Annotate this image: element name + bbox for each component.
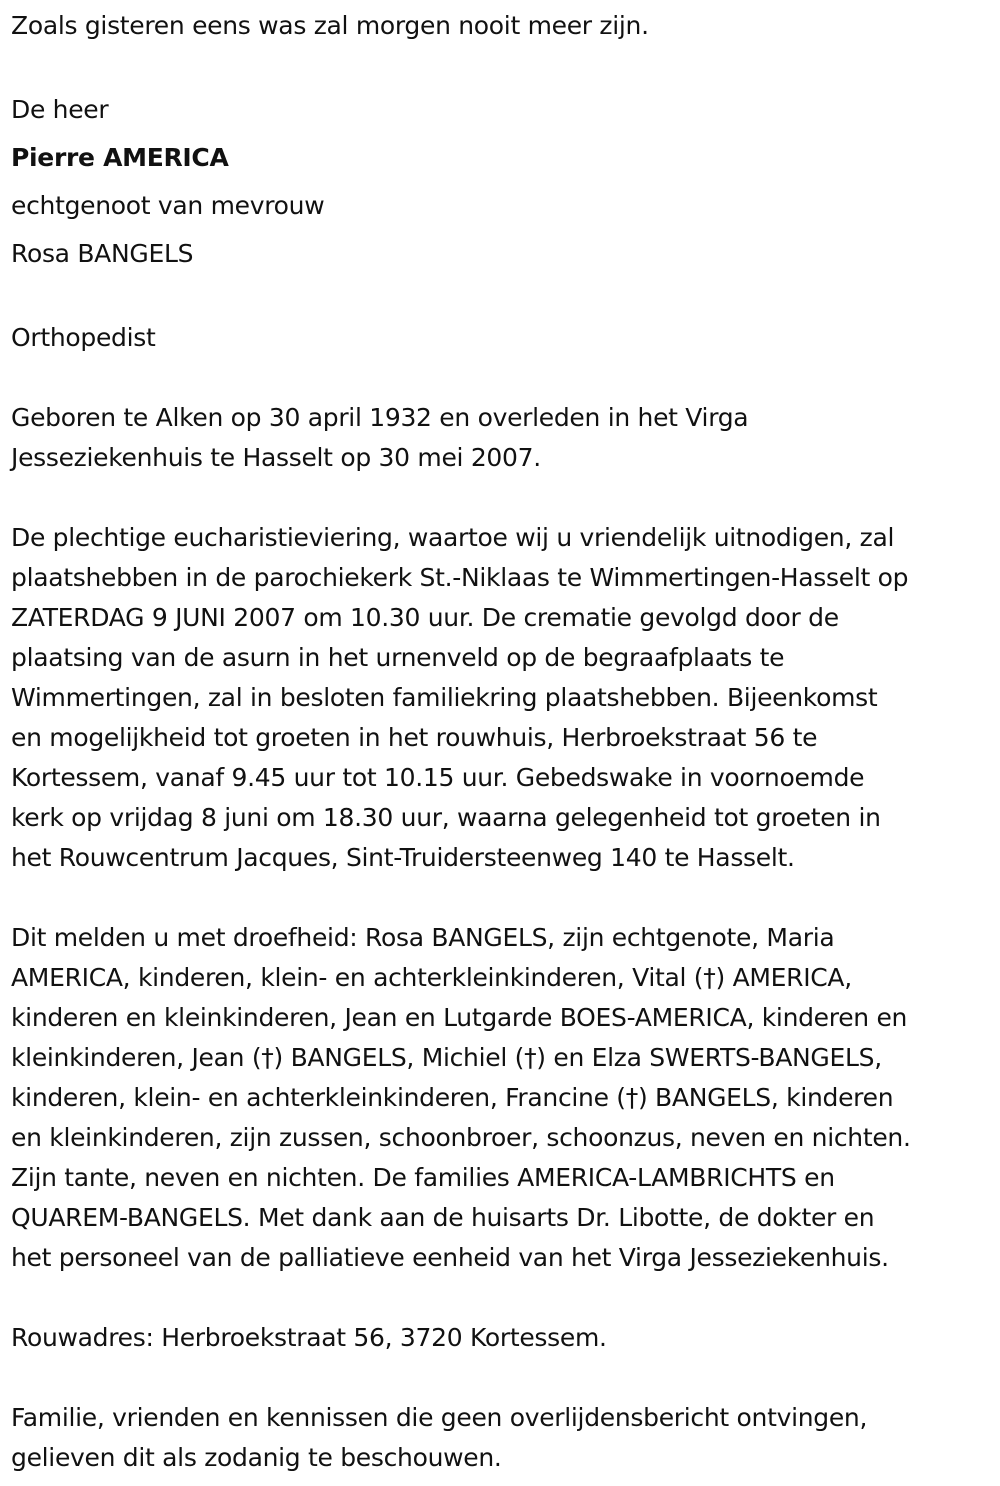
profession: Orthopedist: [11, 323, 156, 352]
spacer: [11, 1278, 996, 1318]
paragraph-line: Kortessem, vanaf 9.45 uur tot 10.15 uur. Gebedswake in voornoemde: [11, 763, 865, 792]
spacer: [11, 478, 996, 518]
mourning-address: Rouwadres: Herbroekstraat 56, 3720 Kortessem.: [11, 1323, 607, 1352]
paragraph-line: plaatsing van de asurn in het urnenveld op de begraafplaats te: [11, 643, 785, 672]
spacer: [11, 278, 996, 318]
paragraph-line: Dit melden u met droefheid: Rosa BANGELS, zijn echtgenote, Maria: [11, 923, 835, 952]
announcement-paragraph: [11, 918, 996, 1278]
paragraph-line: Zijn tante, neven en nichten. De families AMERICA-LAMBRICHTS en: [11, 1163, 835, 1192]
paragraph-line: plaatshebben in de parochiekerk St.-Niklaas te Wimmertingen-Hasselt op: [11, 563, 909, 592]
closing-paragraph: [11, 1398, 996, 1478]
paragraph-line: het Rouwcentrum Jacques, Sint-Truidersteenweg 140 te Hasselt.: [11, 843, 795, 872]
spacer: [11, 878, 996, 918]
paragraph-line: Wimmertingen, zal in besloten familiekring plaatshebben. Bijeenkomst: [11, 683, 878, 712]
spouse-name: Rosa BANGELS: [11, 239, 194, 268]
paragraph-line: Jesseziekenhuis te Hasselt op 30 mei 2007.: [11, 443, 541, 472]
ceremony-paragraph: [11, 518, 996, 878]
deceased-name: Pierre AMERICA: [11, 143, 229, 172]
paragraph-line: QUAREM-BANGELS. Met dank aan de huisarts Dr. Libotte, de dokter en: [11, 1203, 875, 1232]
paragraph-line: het personeel van de palliatieve eenheid van het Virga Jesseziekenhuis.: [11, 1243, 889, 1272]
paragraph-line: en mogelijkheid tot groeten in het rouwhuis, Herbroekstraat 56 te: [11, 723, 818, 752]
birth-death-paragraph: [11, 398, 996, 478]
paragraph-line: kleinkinderen, Jean (†) BANGELS, Michiel (†) en Elza SWERTS-BANGELS,: [11, 1043, 882, 1072]
paragraph-line: gelieven dit als zodanig te beschouwen.: [11, 1443, 502, 1472]
paragraph-line: Familie, vrienden en kennissen die geen overlijdensbericht ontvingen,: [11, 1403, 868, 1432]
paragraph-line: Geboren te Alken op 30 april 1932 en overleden in het Virga: [11, 403, 749, 432]
paragraph-line: en kleinkinderen, zijn zussen, schoonbroer, schoonzus, neven en nichten.: [11, 1123, 911, 1152]
paragraph-line: ZATERDAG 9 JUNI 2007 om 10.30 uur. De crematie gevolgd door de: [11, 603, 839, 632]
opening-quote: Zoals gisteren eens was zal morgen nooit meer zijn.: [11, 11, 649, 40]
paragraph-line: kerk op vrijdag 8 juni om 18.30 uur, waarna gelegenheid tot groeten in: [11, 803, 881, 832]
paragraph-line: De plechtige eucharistieviering, waartoe wij u vriendelijk uitnodigen, zal: [11, 523, 895, 552]
spacer: [11, 358, 996, 398]
spacer: [11, 1358, 996, 1398]
paragraph-line: AMERICA, kinderen, klein- en achterkleinkinderen, Vital (†) AMERICA,: [11, 963, 852, 992]
spacer: [11, 46, 996, 86]
paragraph-line: kinderen, klein- en achterkleinkinderen, Francine (†) BANGELS, kinderen: [11, 1083, 894, 1112]
paragraph-line: kinderen en kleinkinderen, Jean en Lutgarde BOES-AMERICA, kinderen en: [11, 1003, 908, 1032]
salutation: De heer: [11, 95, 109, 124]
spouse-intro: echtgenoot van mevrouw: [11, 191, 325, 220]
obituary-document: [11, 6, 996, 1478]
